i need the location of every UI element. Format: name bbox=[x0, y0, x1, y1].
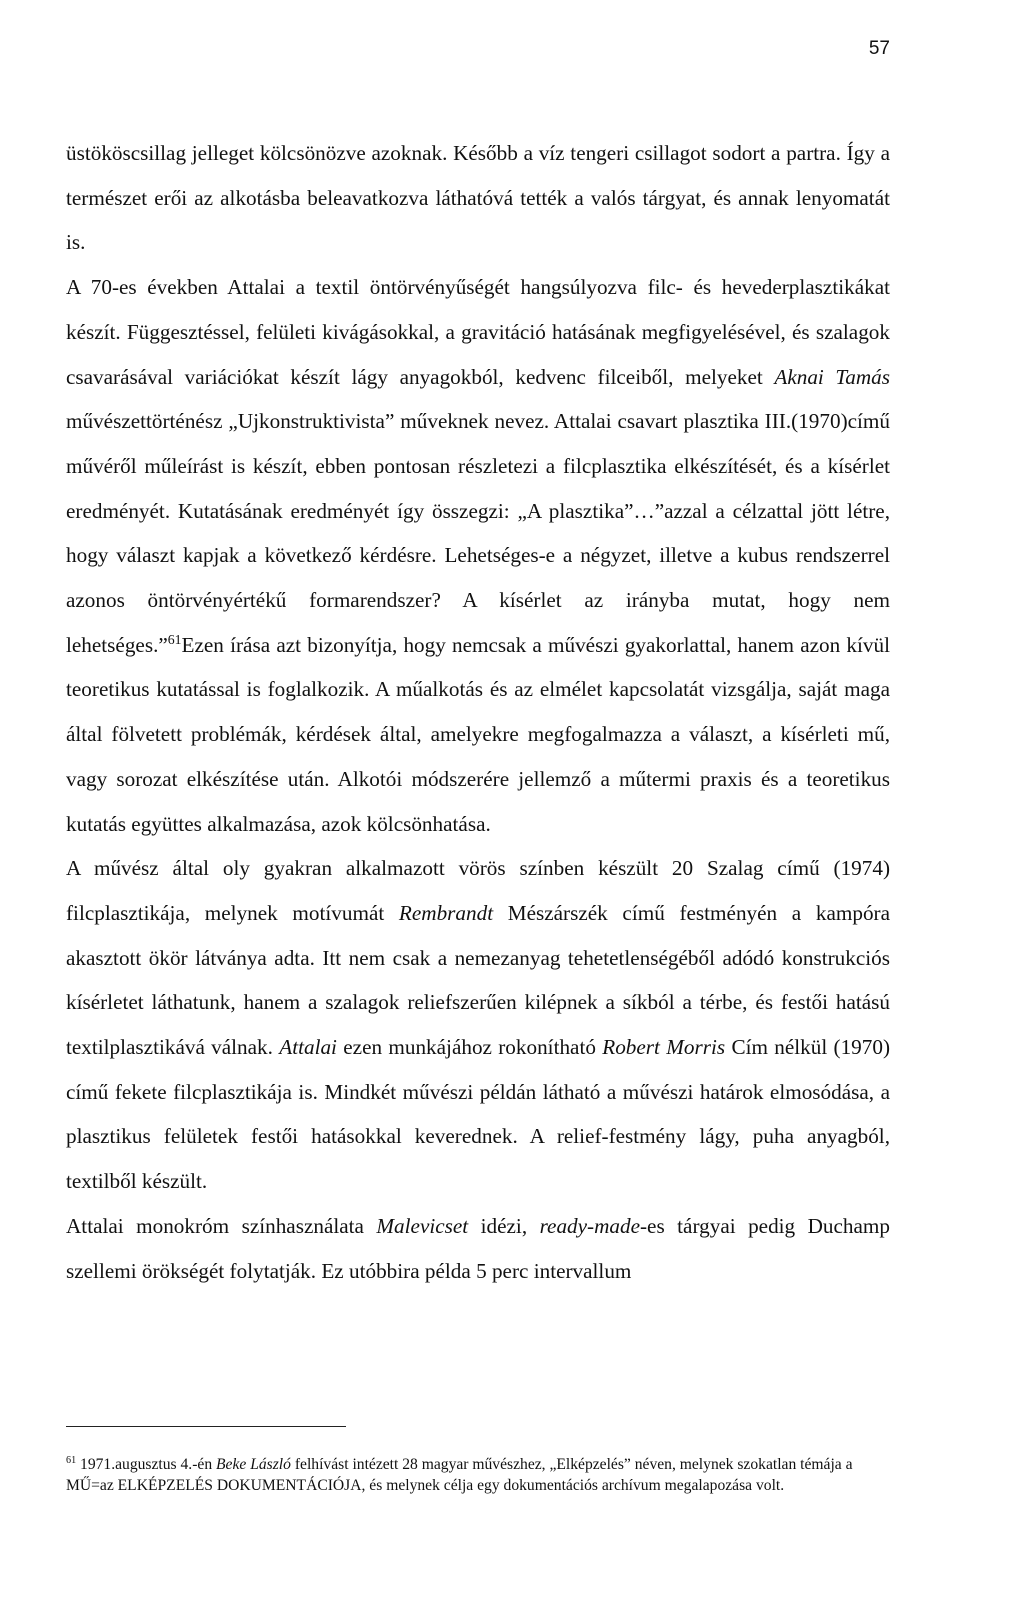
text-segment: ezen munkájához rokonítható bbox=[336, 1035, 603, 1060]
body-text bbox=[66, 131, 890, 1293]
paragraph-4 bbox=[66, 1204, 890, 1293]
footnote-number: 61 bbox=[66, 1454, 77, 1466]
text-segment: felhívást intézett 28 magyar művészhez, „Elképzelés” néven, melynek szokatlan témája a MŰ=az ELKÉPZELÉS DOKUMENTÁCIÓJA, és melynek célja egy dokumentációs archívum megalapozása volt. bbox=[66, 1456, 853, 1494]
text-segment: üstököscsillag jelleget kölcsönözve azoknak. Később a víz tengeri csillagot sodort a partra. Így a természet erői az alkotásba beleavatkozva láthatóvá tették a valós tárgyat, és annak lenyomatát is. bbox=[66, 141, 890, 255]
text-segment: A 70-es években Attalai a textil öntörvényűségét hangsúlyozva filc- és hevederplasztikákat készít. Függesztéssel, felületi kivágásokkal, a gravitáció hatásának megfigyelésével, és szalagok csavarásával variációkat készít lágy anyagokból, kedvenc filceiből, melyeket bbox=[66, 275, 890, 389]
italic-name-aknai-tamas: Aknai Tamás bbox=[774, 364, 890, 389]
footnote bbox=[66, 1454, 890, 1496]
footnote-reference: 61 bbox=[167, 631, 182, 647]
italic-name-rembrandt: Rembrandt bbox=[398, 900, 494, 925]
page-number: 57 bbox=[868, 38, 890, 59]
italic-name-beke-laszlo: Beke László bbox=[216, 1456, 291, 1473]
text-segment: idézi, bbox=[468, 1213, 540, 1238]
text-segment: A művész által oly gyakran alkalmazott vörös színben készült 20 Szalag című (1974) filcplasztikája, melynek motívumát bbox=[66, 856, 890, 925]
italic-name-robert-morris: Robert Morris bbox=[602, 1035, 726, 1060]
italic-name-attalai: Attalai bbox=[279, 1035, 337, 1060]
text-segment: Mészárszék című festményén a kampóra akasztott ökör látványa adta. Itt nem csak a nemezanyag tehetetlenségéből adódó konstrukciós kísérletet láthatunk, hanem a szalagok reliefszerűen kilépnek a síkból a térbe, és festői hatású textilplasztikává válnak. bbox=[66, 900, 891, 1060]
text-segment: Cím nélkül (1970) című fekete filcplasztikája is. Mindkét művészi példán látható a művészi határok elmosódása, a plasztikus felületek festői hatásokkal keverednek. A relief-festmény lágy, puha anyagból, textilből készült. bbox=[66, 1035, 891, 1194]
italic-term-ready-made: ready-made bbox=[539, 1213, 640, 1238]
paragraph-3 bbox=[66, 846, 890, 1204]
text-segment: művészettörténész „Ujkonstruktivista” műveknek nevez. Attalai csavart plasztika III.(1970)című művéről műleírást is készít, ebben pontosan részletezi a filcplasztika elkészítését, és a kísérlet eredményét. Kutatásának eredményét így összegzi: „A plasztika”…”azzal a célzattal jött létre, hogy választ kapjak a következő kérdésre. Lehetséges-e a négyzet, illetve a kubus rendszerrel azonos öntörvényértékű formarendszer? A kísérlet az irányba mutat, hogy nem lehetséges.” bbox=[66, 409, 890, 657]
text-segment: -es tárgyai pedig Duchamp szellemi örökségét folytatják. Ez utóbbira példa 5 perc intervallum bbox=[66, 1213, 890, 1283]
paragraph-1 bbox=[66, 131, 890, 265]
italic-name-malevicset: Malevicset bbox=[376, 1213, 469, 1238]
footnote-divider bbox=[66, 1426, 346, 1427]
text-segment: Attalai monokróm színhasználata bbox=[66, 1213, 377, 1238]
footnote-61 bbox=[66, 1454, 890, 1496]
text-segment: Ezen írása azt bizonyítja, hogy nemcsak a művészi gyakorlattal, hanem azon kívül teoretikus kutatással is foglalkozik. A műalkotás és az elmélet kapcsolatát vizsgálja, saját maga által fölvetett problémák, kérdések által, amelyekre megfogalmazza a választ, a kísérleti mű, vagy sorozat elkészítése után. Alkotói módszerére jellemző a műtermi praxis és a teoretikus kutatás együttes alkalmazása, azok kölcsönhatása. bbox=[66, 632, 890, 836]
text-segment: 1971.augusztus 4.-én bbox=[76, 1456, 217, 1473]
paragraph-2 bbox=[66, 265, 890, 846]
